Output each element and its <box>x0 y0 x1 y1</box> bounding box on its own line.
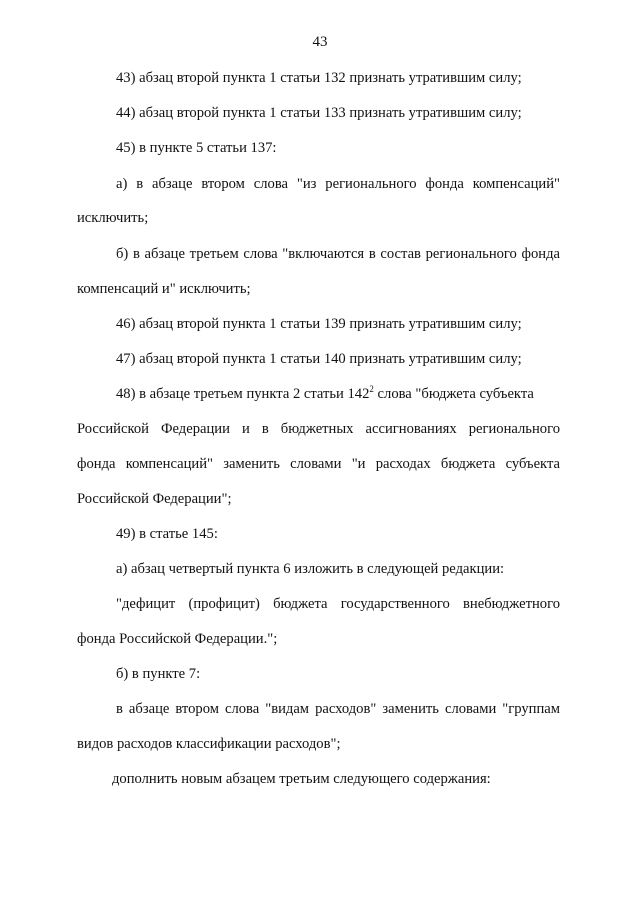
amendment-line-1: в абзаце втором слова "видам расходов" заменить словами "группам <box>116 701 560 717</box>
amendment-line-2: видов расходов классификации расходов"; <box>77 736 341 752</box>
paragraph-45: 45) в пункте 5 статьи 137: <box>116 140 277 156</box>
paragraph-48-line-2: Российской Федерации и в бюджетных ассигнованиях регионального <box>77 421 560 437</box>
paragraph-49: 49) в статье 145: <box>116 526 218 542</box>
subparagraph-49a: а) абзац четвертый пункта 6 изложить в следующей редакции: <box>116 561 505 577</box>
paragraph-44: 44) абзац второй пункта 1 статьи 133 признать утратившим силу; <box>116 105 522 121</box>
paragraph-48-line-1-start: 48) в абзаце третьем пункта 2 статьи 142 <box>116 386 370 402</box>
paragraph-47: 47) абзац второй пункта 1 статьи 140 признать утратившим силу; <box>116 351 522 367</box>
amendment-addition: дополнить новым абзацем третьим следующего содержания: <box>112 771 491 787</box>
subparagraph-45b-line-2: компенсаций и" исключить; <box>77 281 251 297</box>
subparagraph-45b-line-1: б) в абзаце третьем слова "включаются в состав регионального фонда <box>116 246 560 262</box>
paragraph-46: 46) абзац второй пункта 1 статьи 139 признать утратившим силу; <box>116 316 522 332</box>
paragraph-48-line-1-end: слова "бюджета субъекта <box>373 386 534 402</box>
quoted-text-line-2: фонда Российской Федерации."; <box>77 631 278 647</box>
subparagraph-45a-line-1: а) в абзаце втором слова "из регионального фонда компенсаций" <box>116 176 560 192</box>
paragraph-48-line-1 <box>116 385 560 403</box>
page-number: 43 <box>312 34 328 50</box>
article-superscript: 2 <box>369 384 374 394</box>
paragraph-48-line-4: Российской Федерации"; <box>77 491 232 507</box>
quoted-text-line-1: "дефицит (профицит) бюджета государственного внебюджетного <box>116 596 560 612</box>
subparagraph-45a-line-2: исключить; <box>77 210 149 226</box>
paragraph-48-line-3: фонда компенсаций" заменить словами "и расходах бюджета субъекта <box>77 456 560 472</box>
paragraph-43: 43) абзац второй пункта 1 статьи 132 признать утратившим силу; <box>116 70 522 86</box>
subparagraph-49b: б) в пункте 7: <box>116 666 201 682</box>
